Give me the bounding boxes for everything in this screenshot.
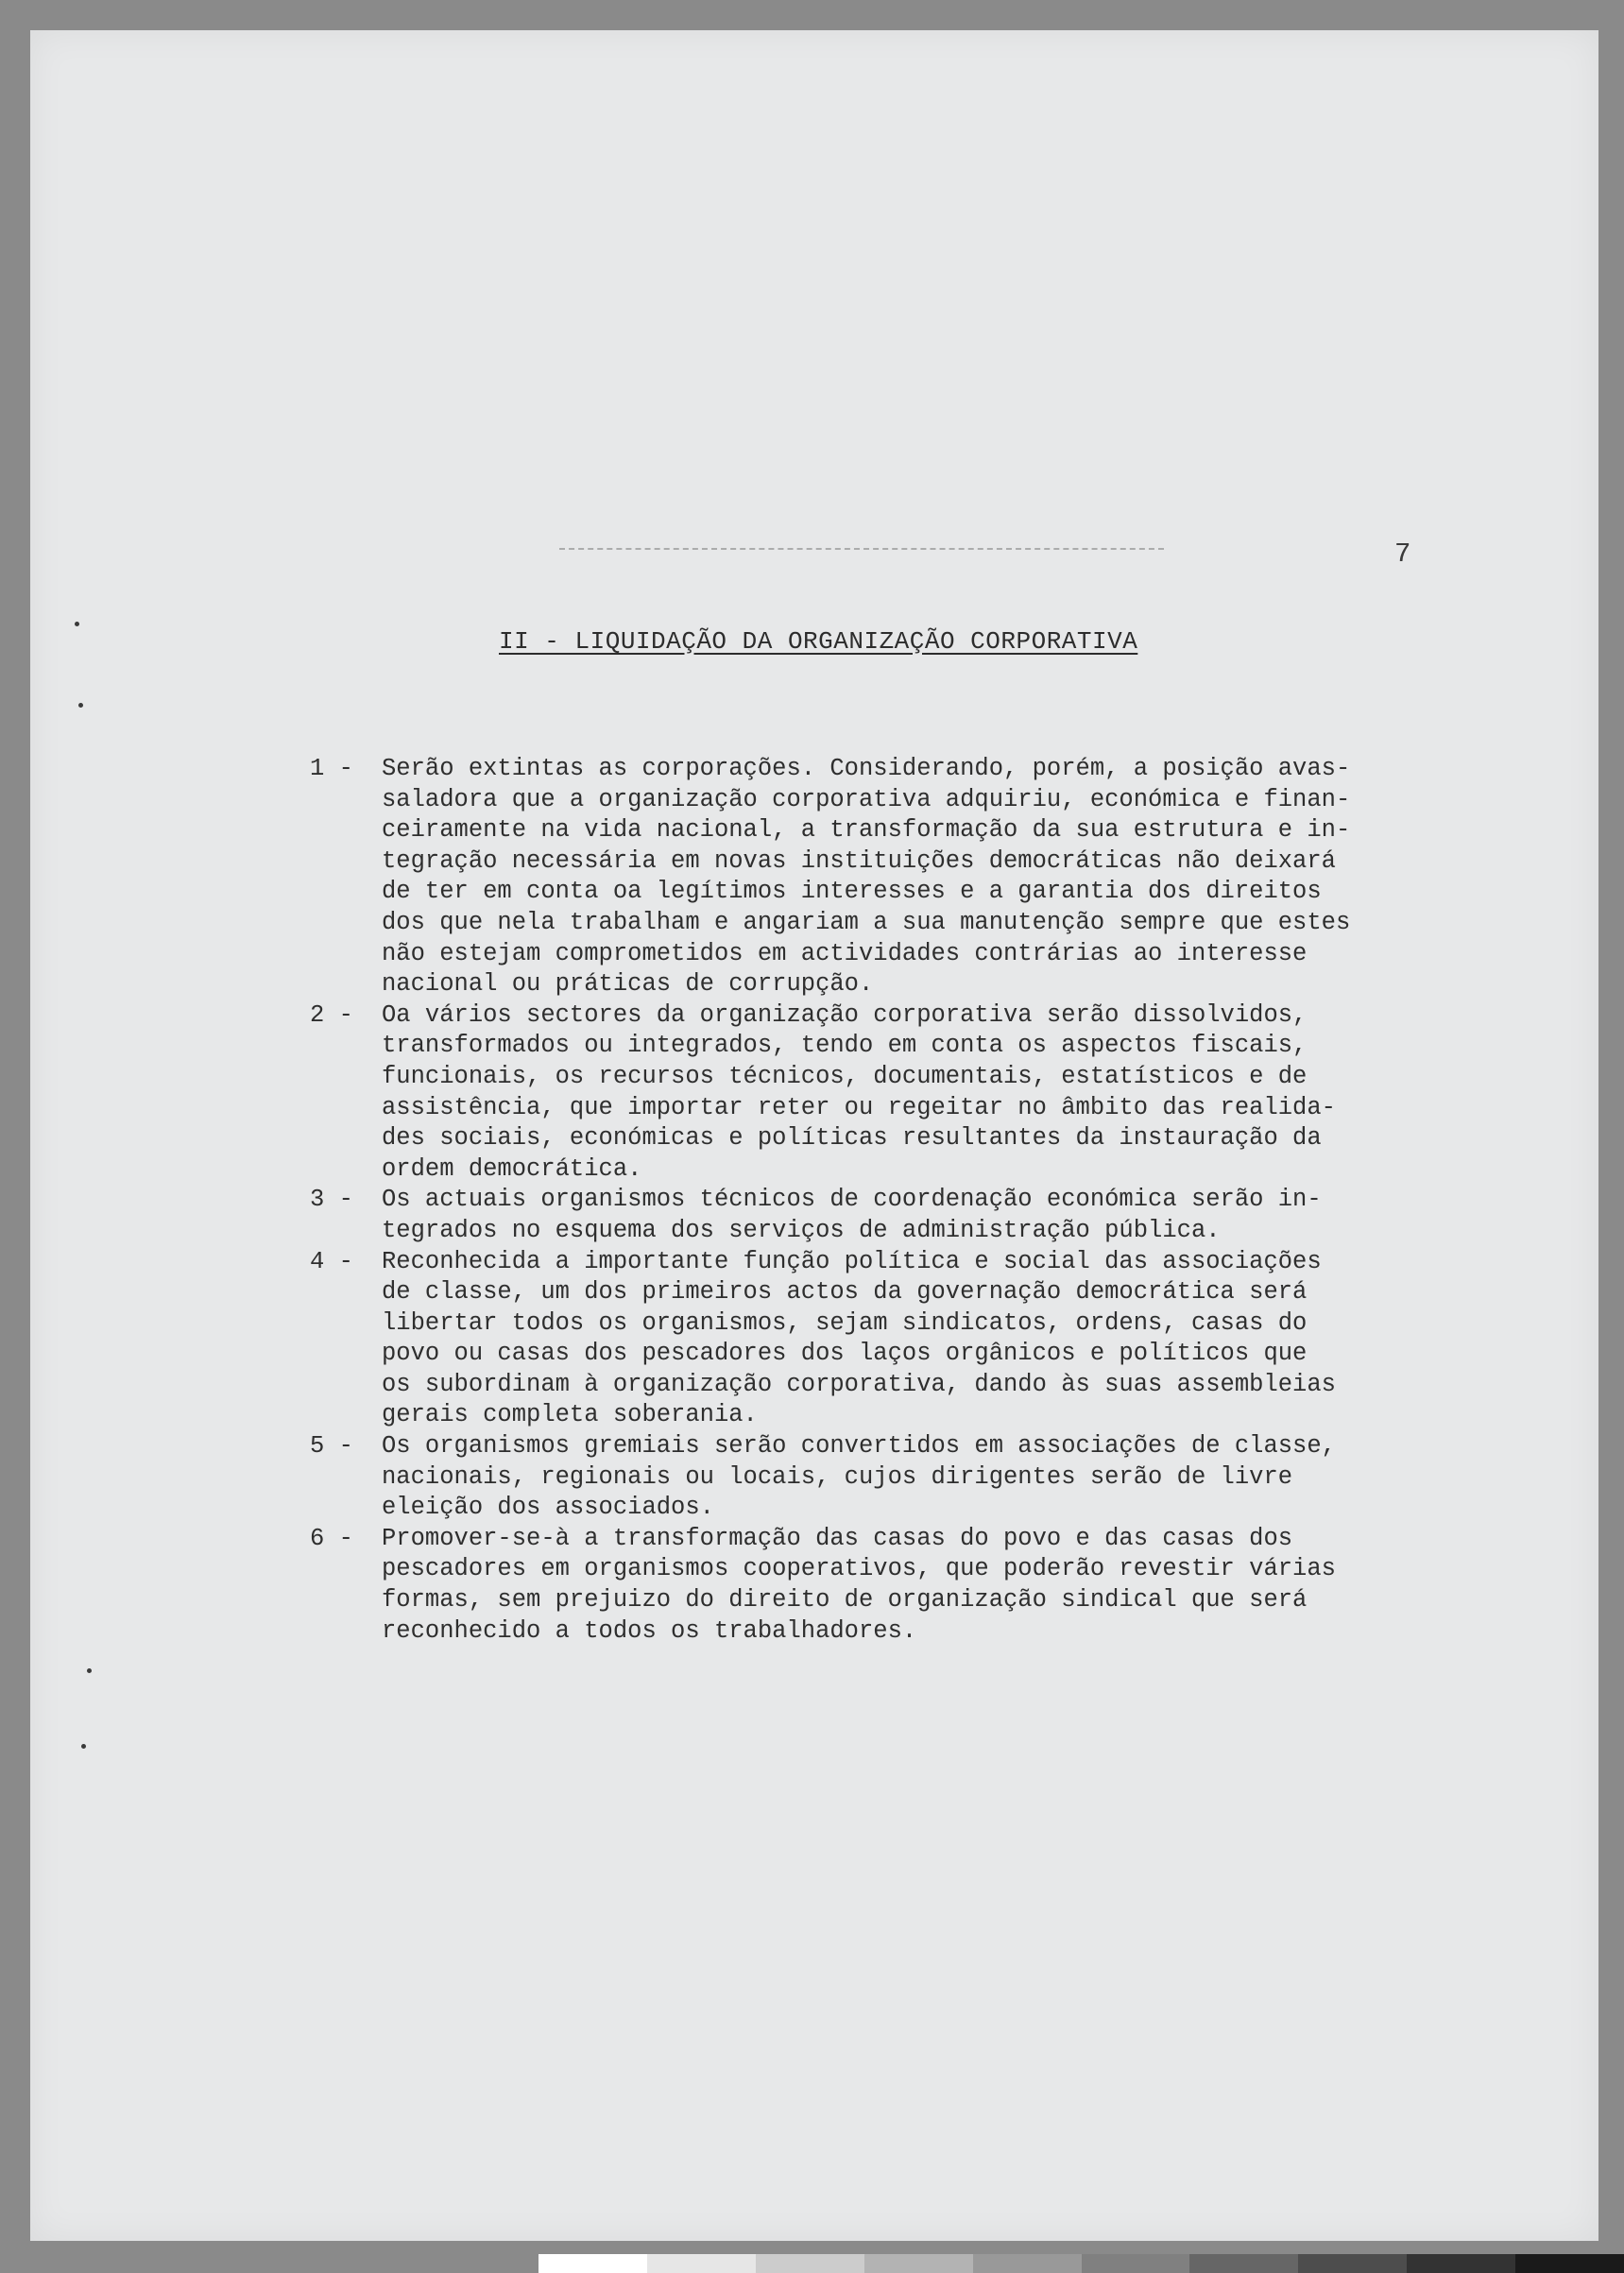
calibration-patch xyxy=(973,2254,1082,2273)
item-text: Oa vários sectores da organização corporativa serão dissolvidos, transformados ou integrados, tendo em conta os aspectos fiscais, funcionais, os recursos técnicos, documentais, estatísticos e de assistência, que importar reter ou regeitar no âmbito das realida- des sociais, económicas e políticas resultantes da instauração da ordem democrática. xyxy=(382,1000,1336,1183)
calibration-patch xyxy=(1298,2254,1407,2273)
bleed-through-underline xyxy=(559,533,1164,550)
calibration-patch xyxy=(1407,2254,1515,2273)
item-text: Os actuais organismos técnicos de coordenação económica serão in- tegrados no esquema dos serviços de administração pública. xyxy=(382,1186,1322,1244)
item-number: 2 - xyxy=(310,1000,353,1029)
item-number: 6 - xyxy=(310,1524,353,1552)
item-number: 5 - xyxy=(310,1432,353,1461)
list-item xyxy=(310,754,1510,1000)
list-item xyxy=(310,1185,1510,1246)
calibration-patch xyxy=(1082,2254,1190,2273)
punch-mark xyxy=(87,1668,92,1673)
item-number: 1 - xyxy=(310,755,353,782)
page-number: 7 xyxy=(1394,538,1411,570)
list-item xyxy=(310,1524,1510,1647)
punch-mark xyxy=(75,622,79,626)
color-calibration-strip xyxy=(538,2254,1624,2273)
list-item xyxy=(310,1431,1510,1524)
calibration-patch xyxy=(1189,2254,1298,2273)
list-item xyxy=(310,1247,1510,1432)
item-text: Os organismos gremiais serão convertidos em associações de classe, nacionais, regionais ou locais, cujos dirigentes serão de livre eleição dos associados. xyxy=(382,1432,1336,1522)
section-title: II - LIQUIDAÇÃO DA ORGANIZAÇÃO CORPORATIVA xyxy=(499,627,1138,656)
list-item xyxy=(310,1000,1510,1186)
calibration-patch xyxy=(756,2254,864,2273)
item-text: Serão extintas as corporações. Considerando, porém, a posição avas- saladora que a organização corporativa adquiriu, económica e finan- ceiramente na vida nacional, a transformação da sua estrutura e in- tegração necessária em novas instituições democráticas não deixará de ter em conta oa legítimos interesses e a garantia dos direitos dos que nela trabalham e angariam a sua manutenção sempre que estes não estejam comprometidos em actividades contrárias ao interesse nacional ou práticas de corrupção. xyxy=(382,755,1351,999)
calibration-patch xyxy=(864,2254,973,2273)
item-text: Promover-se-à a transformação das casas do povo e das casas dos pescadores em organismos cooperativos, que poderão revestir várias formas, sem prejuizo do direito de organização sindical que será reconhecido a todos os trabalhadores. xyxy=(382,1524,1336,1645)
item-text: Reconhecida a importante função política e social das associações de classe, um dos primeiros actos da governação democrática será libertar todos os organismos, sejam sindicatos, ordens, casas do povo ou casas dos pescadores dos laços orgânicos e políticos que os subordinam à organização corporativa, dando às suas assembleias gerais completa soberania. xyxy=(382,1247,1336,1429)
calibration-patch xyxy=(1515,2254,1624,2273)
item-number: 4 - xyxy=(310,1247,353,1275)
calibration-patch xyxy=(647,2254,756,2273)
punch-mark xyxy=(81,1744,86,1749)
calibration-patch xyxy=(538,2254,647,2273)
item-number: 3 - xyxy=(310,1186,353,1214)
document-page xyxy=(30,30,1598,2241)
item-list xyxy=(310,754,1510,1647)
punch-mark xyxy=(78,703,83,708)
